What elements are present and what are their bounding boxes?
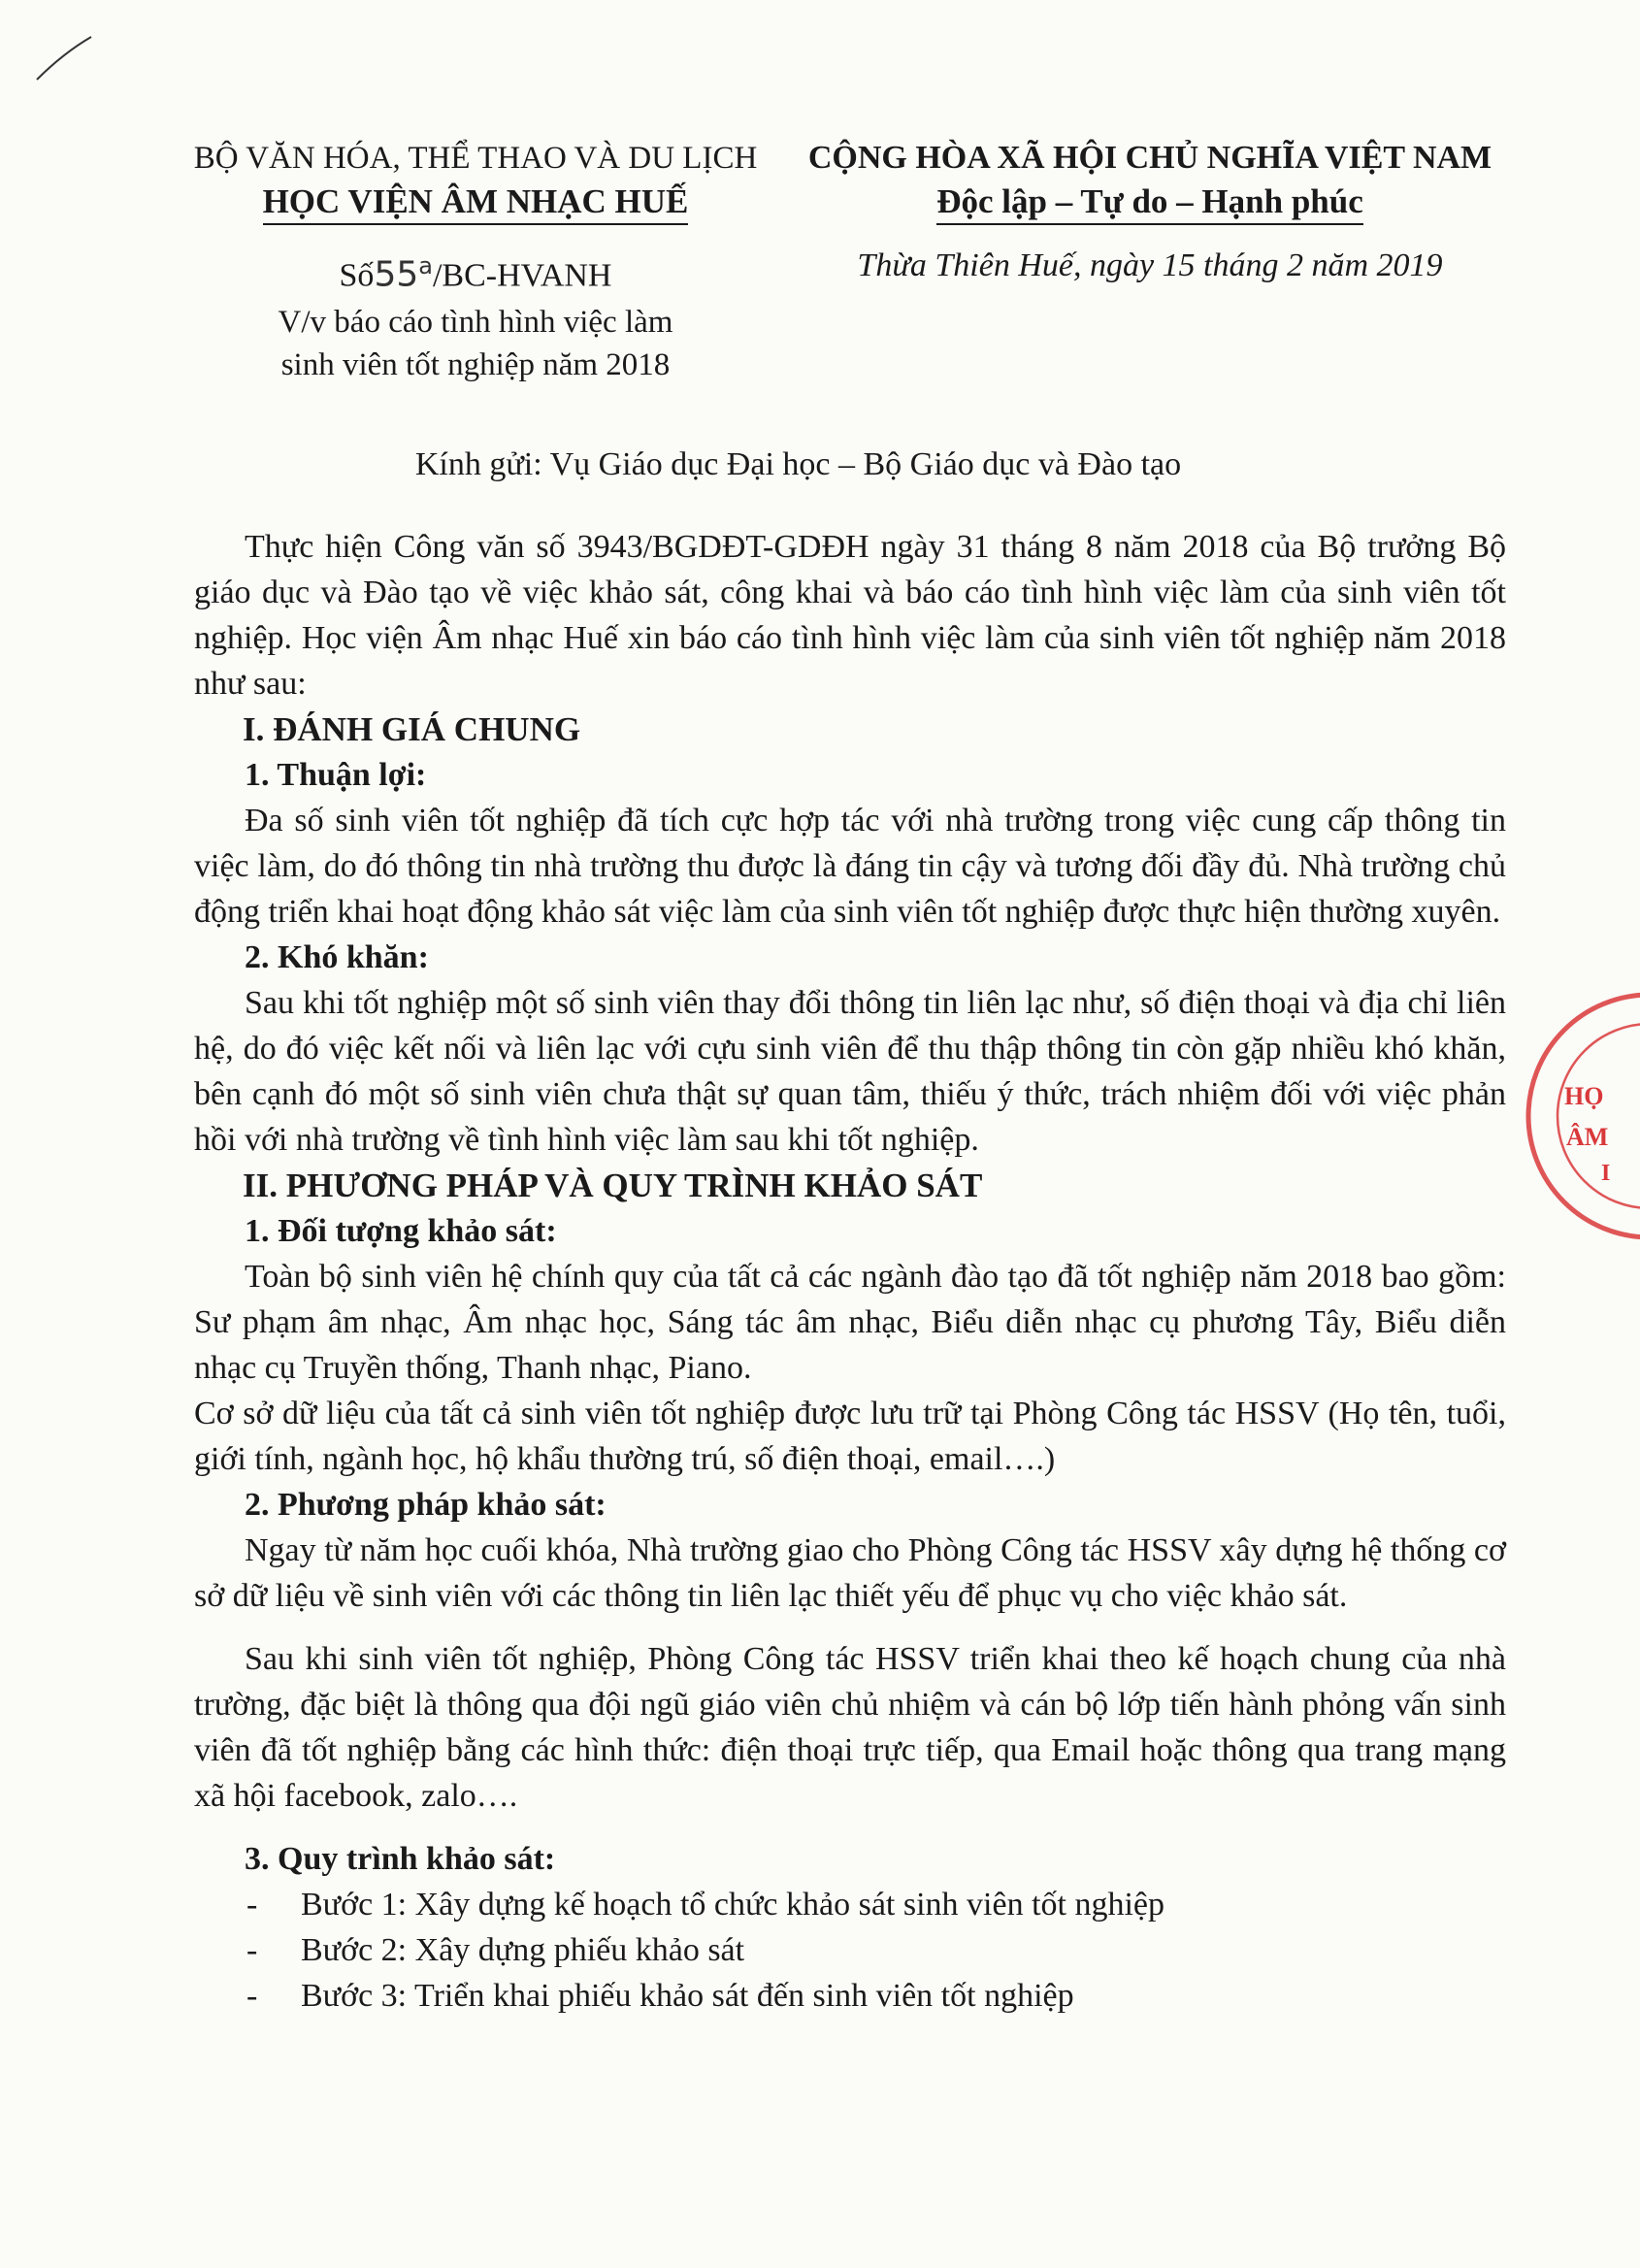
section-2-2-paragraph: Ngay từ năm học cuối khóa, Nhà trường giao cho Phòng Công tác HSSV xây dựng hệ thống cơ sở dữ liệu về sinh viên với các thông tin liên lạc thiết yếu để phục vụ cho việc khảo sát. (194, 1532, 1506, 1614)
section-1-2-heading: 2. Khó khăn: (245, 939, 429, 975)
section-2-2-heading: 2. Phương pháp khảo sát: (245, 1487, 607, 1523)
institution-name: HỌC VIỆN ÂM NHẠC HUẾ (263, 181, 689, 225)
survey-steps-list (194, 1882, 1506, 2019)
section-1-1-heading: 1. Thuận lợi: (245, 757, 427, 793)
bullet-dash: - (246, 1932, 258, 1968)
step-text: Bước 3: Triển khai phiếu khảo sát đến sinh viên tốt nghiệp (301, 1978, 1074, 2014)
list-item (194, 1927, 1506, 1973)
document-number (165, 241, 786, 301)
section-2-1-heading: 1. Đối tượng khảo sát: (245, 1213, 557, 1249)
section-2-heading: II. PHƯƠNG PHÁP VÀ QUY TRÌNH KHẢO SÁT (243, 1167, 983, 1204)
intro-paragraph: Thực hiện Công văn số 3943/BGDĐT-GDĐH ngày 31 tháng 8 năm 2018 của Bộ trưởng Bộ giáo dục và Đào tạo về việc khảo sát, công khai và báo cáo tình hình việc làm của sinh viên tốt nghiệp. Học viện Âm nhạc Huế xin báo cáo tình hình việc làm của sinh viên tốt nghiệp năm 2018 như sau: (194, 529, 1506, 702)
document-code: /BC-HVANH (432, 257, 612, 294)
pen-stroke-mark (29, 29, 97, 87)
list-item (194, 1882, 1506, 1927)
list-item (194, 1973, 1506, 2019)
red-seal-stamp (1504, 990, 1640, 1242)
step-text: Bước 2: Xây dựng phiếu khảo sát (301, 1932, 745, 1968)
document-number-suffix: a (418, 252, 433, 279)
bullet-dash: - (246, 1887, 258, 1923)
stamp-text-3: I (1601, 1161, 1611, 1186)
national-motto: Độc lập – Tự do – Hạnh phúc (936, 181, 1363, 225)
section-2-2-paragraph-2: Sau khi sinh viên tốt nghiệp, Phòng Công tác HSSV triển khai theo kế hoạch chung của nhà trường, đặc biệt là thông qua đội ngũ giáo viên chủ nhiệm và cán bộ lớp tiến hành phỏng vấn sinh viên đã tốt nghiệp bằng các hình thức: điện thoại trực tiếp, qua Email hoặc thông qua trang mạng xã hội facebook, zalo…. (194, 1641, 1506, 1814)
stamp-text-2: ÂM (1566, 1123, 1609, 1151)
subject-line-2: sinh viên tốt nghiệp năm 2018 (280, 347, 671, 383)
step-text: Bước 1: Xây dựng kế hoạch tổ chức khảo sát sinh viên tốt nghiệp (301, 1887, 1165, 1923)
section-1-1-paragraph: Đa số sinh viên tốt nghiệp đã tích cực hợp tác với nhà trường trong việc cung cấp thông tin việc làm, do đó thông tin nhà trường thu được là đáng tin cậy và tương đối đầy đủ. Nhà trường chủ động triển khai hoạt động khảo sát việc làm của sinh viên tốt nghiệp được thực hiện thường xuyên. (194, 803, 1506, 930)
header-left (165, 136, 786, 386)
bullet-dash: - (246, 1978, 258, 2014)
section-1-heading: I. ĐÁNH GIÁ CHUNG (243, 710, 581, 748)
section-1-2-paragraph: Sau khi tốt nghiệp một số sinh viên thay đổi thông tin liên lạc như, số điện thoại và địa chỉ liên hệ, do đó việc kết nối và liên lạc với cựu sinh viên để thu thập thông tin còn gặp nhiều khó khăn, bên cạnh đó một số sinh viên chưa thật sự quan tâm, thiếu ý thức, trách nhiệm đối với việc phản hồi với nhà trường về tình hình việc làm sau khi tốt nghiệp. (194, 985, 1506, 1158)
stamp-text-1: HỌ (1564, 1082, 1604, 1110)
subject-line-1: V/v báo cáo tình hình việc làm (278, 305, 673, 341)
section-2-1-paragraph-2: Cơ sở dữ liệu của tất cả sinh viên tốt nghiệp được lưu trữ tại Phòng Công tác HSSV (Họ tên, tuổi, giới tính, ngành học, hộ khẩu thường trú, số điện thoại, email….) (194, 1396, 1506, 1477)
ministry-name: BỘ VĂN HÓA, THỂ THAO VÀ DU LỊCH (193, 141, 758, 176)
document-number-prefix: Số (339, 257, 375, 294)
section-2-3-heading: 3. Quy trình khảo sát: (245, 1841, 556, 1877)
recipient-line: Kính gửi: Vụ Giáo dục Đại học – Bộ Giáo dục và Đào tạo (414, 446, 1182, 482)
document-number-handwritten: 55 (374, 254, 419, 295)
issue-date: Thừa Thiên Huế, ngày 15 tháng 2 năm 2019 (857, 247, 1443, 283)
document-body (194, 524, 1506, 2019)
country-name: CỘNG HÒA XÃ HỘI CHỦ NGHĨA VIỆT NAM (807, 140, 1492, 176)
section-2-1-paragraph: Toàn bộ sinh viên hệ chính quy của tất cả các ngành đào tạo đã tốt nghiệp năm 2018 bao gồm: Sư phạm âm nhạc, Âm nhạc học, Sáng tác âm nhạc, Biểu diễn nhạc cụ phương Tây, Biểu diễn nhạc cụ Truyền thống, Thanh nhạc, Piano. (194, 1259, 1506, 1386)
header-right (791, 136, 1509, 291)
